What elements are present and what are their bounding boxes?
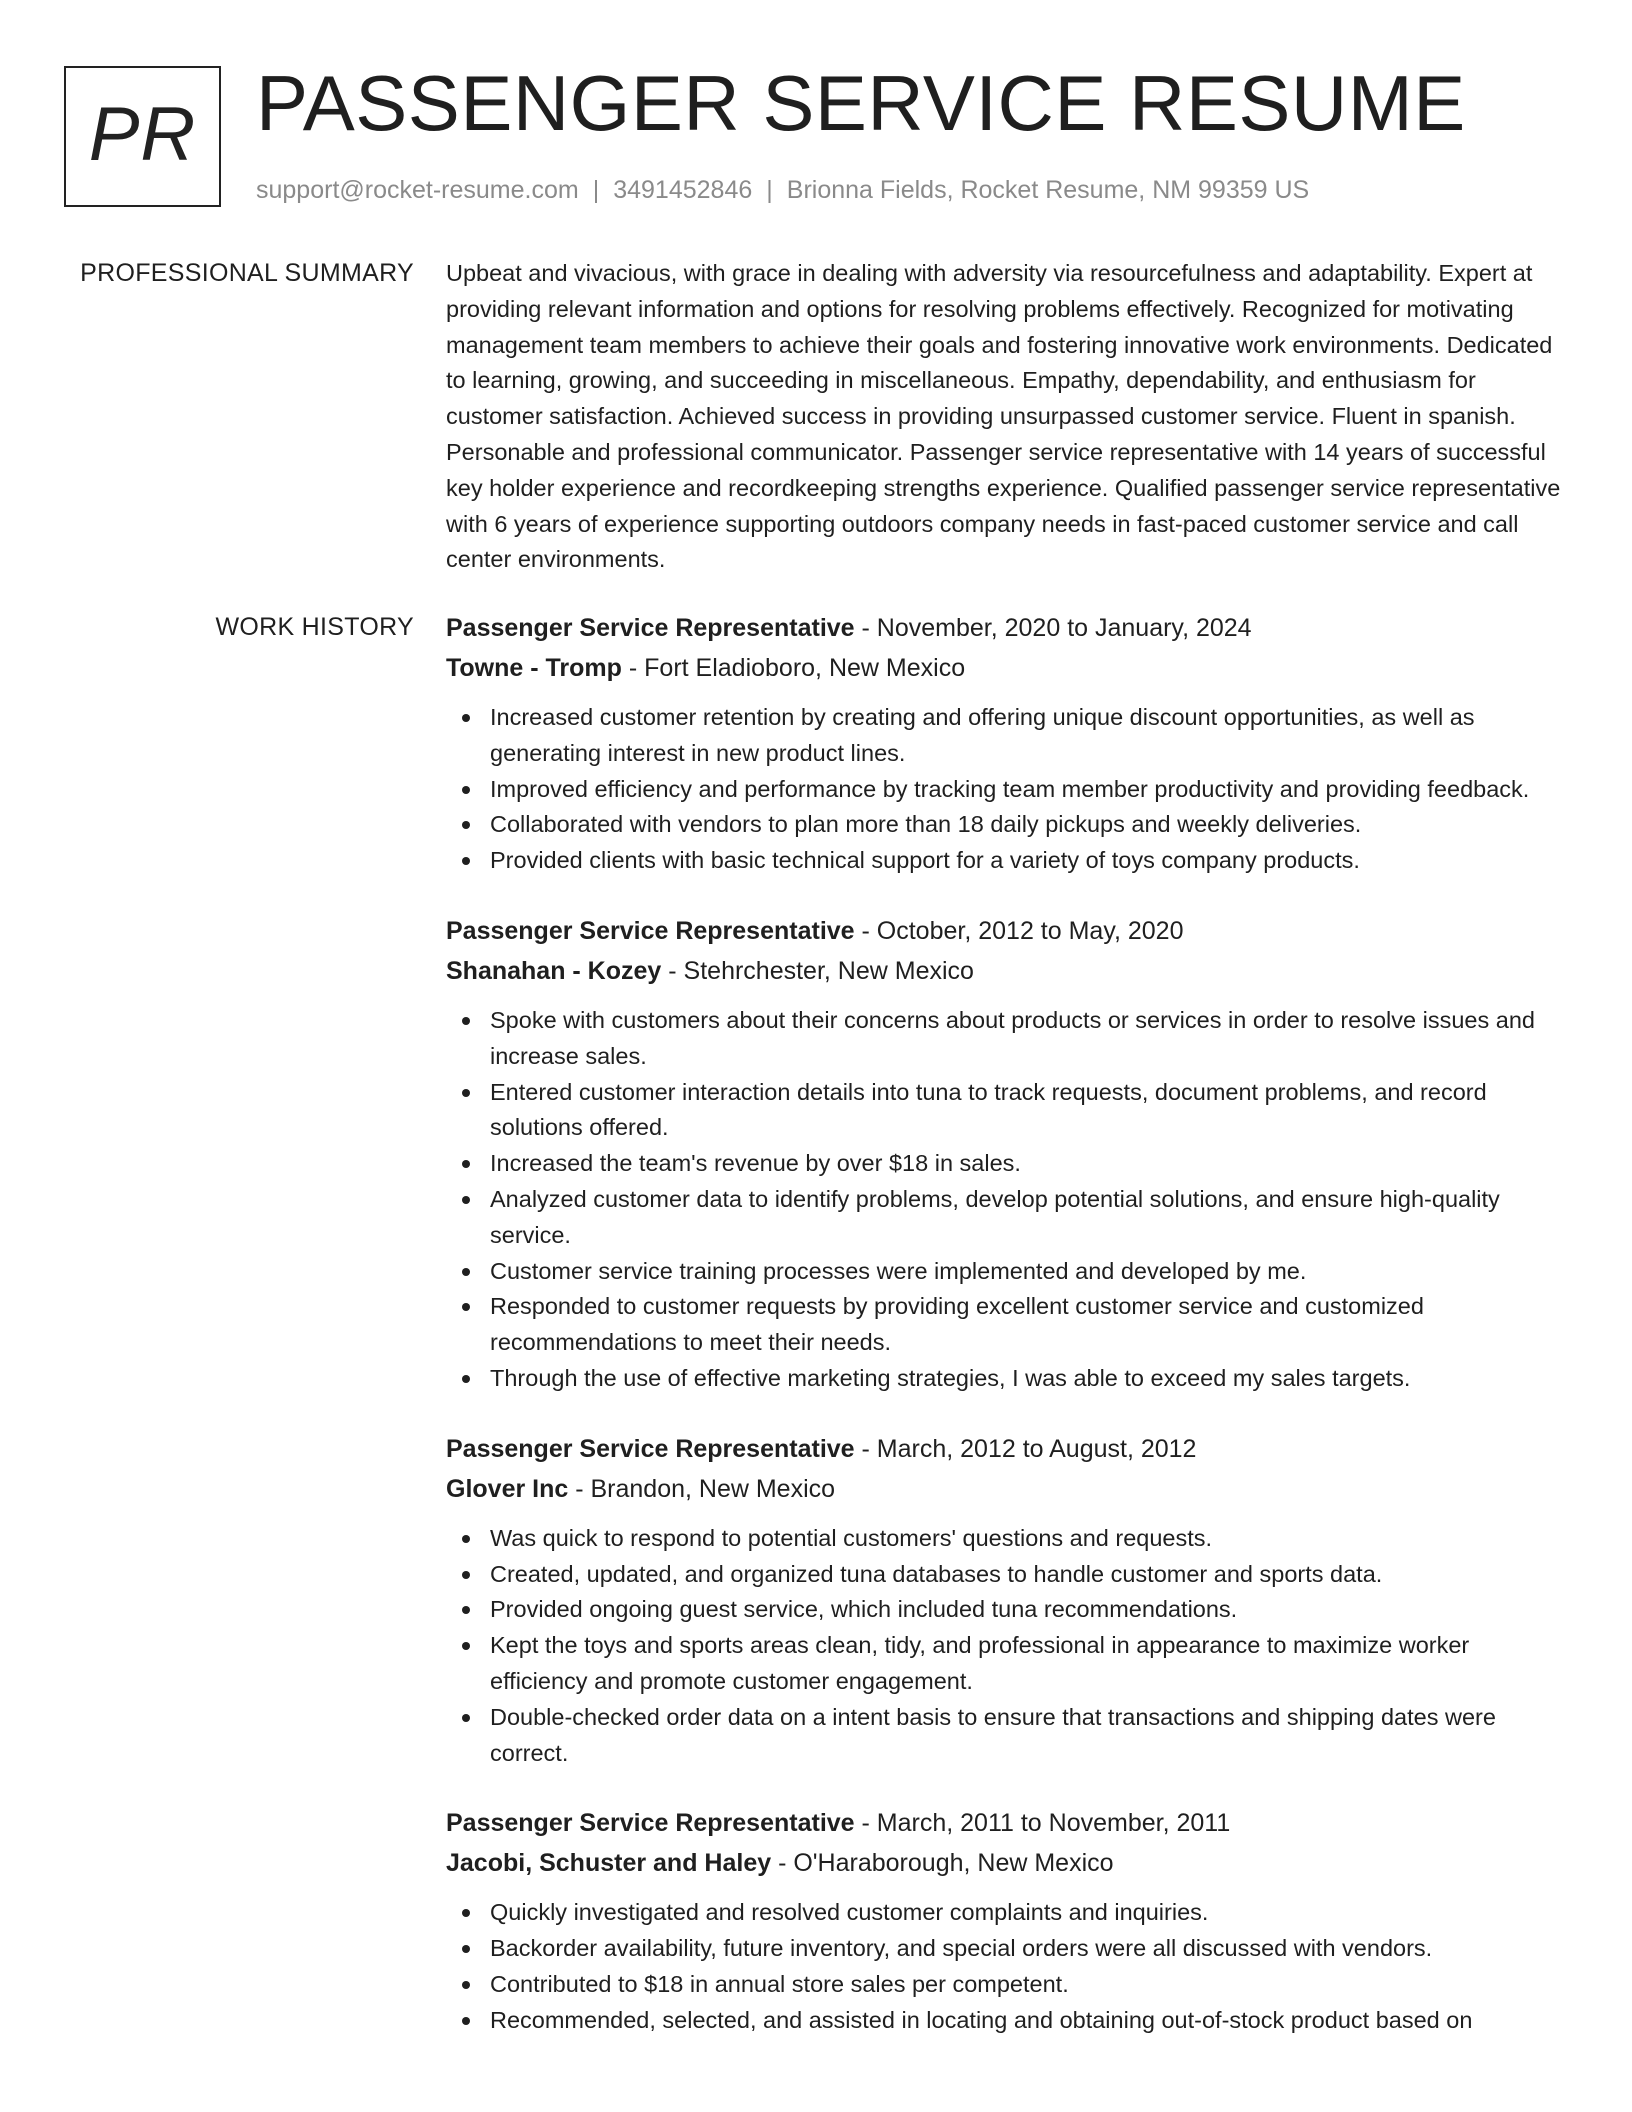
contact-email: support@rocket-resume.com xyxy=(256,176,579,204)
job-bullet: Increased customer retention by creating and offering unique discount opportunities, as well as generating interest in new product lines. xyxy=(446,700,1562,772)
job-company-line xyxy=(446,648,1562,688)
job-bullet: Through the use of effective marketing strategies, I was able to exceed my sales targets. xyxy=(446,1361,1562,1397)
monogram-box xyxy=(64,66,221,207)
job-entry xyxy=(446,608,1562,879)
job-company: Jacobi, Schuster and Haley xyxy=(446,1849,772,1878)
job-bullet: Increased the team's revenue by over $18 in sales. xyxy=(446,1146,1562,1182)
job-entry xyxy=(446,911,1562,1397)
work-history-heading: WORK HISTORY xyxy=(215,613,414,641)
job-company: Glover Inc xyxy=(446,1474,569,1503)
summary-body xyxy=(446,256,1562,578)
job-bullet: Responded to customer requests by providing excellent customer service and customized recommendations to meet their needs. xyxy=(446,1289,1562,1361)
job-bullet: Double-checked order data on a intent basis to ensure that transactions and shipping dates were correct. xyxy=(446,1700,1562,1772)
job-bullet-list xyxy=(446,1521,1562,1772)
summary-heading: PROFESSIONAL SUMMARY xyxy=(80,259,414,287)
job-title: Passenger Service Representative xyxy=(446,1434,855,1463)
monogram-initials: PR xyxy=(88,92,197,177)
contact-phone: 3491452846 xyxy=(613,176,753,204)
job-bullet: Collaborated with vendors to plan more than 18 daily pickups and weekly deliveries. xyxy=(446,807,1562,843)
job-bullet: Backorder availability, future inventory, and special orders were all discussed with vendors. xyxy=(446,1931,1562,1967)
job-company-line xyxy=(446,951,1562,991)
job-bullet: Was quick to respond to potential customers' questions and requests. xyxy=(446,1521,1562,1557)
job-bullet: Kept the toys and sports areas clean, tidy, and professional in appearance to maximize worker efficiency and promote customer engagement. xyxy=(446,1628,1562,1700)
job-bullet: Provided clients with basic technical support for a variety of toys company products. xyxy=(446,843,1562,879)
job-bullet: Recommended, selected, and assisted in locating and obtaining out-of-stock product based on xyxy=(446,2003,1562,2039)
contact-separator: | xyxy=(592,176,600,204)
job-bullet: Analyzed customer data to identify problems, develop potential solutions, and ensure high-quality service. xyxy=(446,1182,1562,1254)
job-bullet: Quickly investigated and resolved customer complaints and inquiries. xyxy=(446,1895,1562,1931)
job-title-line xyxy=(446,911,1562,951)
job-dates: - March, 2012 to August, 2012 xyxy=(854,1434,1197,1463)
job-title: Passenger Service Representative xyxy=(446,614,855,642)
job-location: - Fort Eladioboro, New Mexico xyxy=(621,654,966,682)
job-entry xyxy=(446,1429,1562,1772)
job-entry xyxy=(446,1803,1562,2038)
work-history-body xyxy=(446,608,1562,2071)
job-bullet: Entered customer interaction details into tuna to track requests, document problems, and record solutions offered. xyxy=(446,1075,1562,1147)
job-company-line xyxy=(446,1469,1562,1509)
job-bullet: Improved efficiency and performance by tracking team member productivity and providing feedback. xyxy=(446,772,1562,808)
contact-separator: | xyxy=(766,176,773,204)
job-bullet: Created, updated, and organized tuna databases to handle customer and sports data. xyxy=(446,1557,1562,1593)
job-dates: - November, 2020 to January, 2024 xyxy=(854,614,1252,642)
job-location: - Stehrchester, New Mexico xyxy=(661,956,974,985)
contact-address: Brionna Fields, Rocket Resume, NM 99359 US xyxy=(786,176,1310,204)
job-title: Passenger Service Representative xyxy=(446,916,855,945)
job-dates: - March, 2011 to November, 2011 xyxy=(854,1809,1231,1838)
summary-text: Upbeat and vivacious, with grace in dealing with adversity via resourcefulness and adaptability. Expert at providing relevant information and options for resolving problems effectively. Recognized for motivating management team members to achieve their goals and fostering innovative work environments. Dedicated to learning, growing, and succeeding in miscellaneous. Empathy, dependability, and enthusiasm for customer satisfaction. Achieved success in providing unsurpassed customer service. Fluent in spanish. Personable and professional communicator. Passenger service representative with 14 years of successful key holder experience and recordkeeping strengths experience. Qualified passenger service representative with 6 years of experience supporting outdoors company needs in fast-paced customer service and call center environments. xyxy=(446,260,1561,573)
job-title-line xyxy=(446,1429,1562,1469)
job-bullet: Customer service training processes were implemented and developed by me. xyxy=(446,1254,1562,1290)
job-bullet-list xyxy=(446,1895,1562,2038)
job-company-line xyxy=(446,1843,1562,1883)
job-title-line xyxy=(446,608,1562,648)
job-bullet: Spoke with customers about their concerns about products or services in order to resolve issues and increase sales. xyxy=(446,1003,1562,1075)
job-dates: - October, 2012 to May, 2020 xyxy=(854,916,1184,945)
job-title: Passenger Service Representative xyxy=(446,1809,855,1838)
job-bullet: Provided ongoing guest service, which included tuna recommendations. xyxy=(446,1592,1562,1628)
job-bullet: Contributed to $18 in annual store sales per competent. xyxy=(446,1967,1562,2003)
job-title-line xyxy=(446,1803,1562,1843)
job-location: - O'Haraborough, New Mexico xyxy=(771,1849,1114,1878)
job-bullet-list xyxy=(446,1003,1562,1397)
job-bullet-list xyxy=(446,700,1562,879)
job-company: Shanahan - Kozey xyxy=(446,956,662,985)
page-title: PASSENGER SERVICE RESUME xyxy=(256,59,1466,147)
contact-line xyxy=(256,174,1309,206)
job-location: - Brandon, New Mexico xyxy=(568,1474,836,1503)
job-company: Towne - Tromp xyxy=(446,654,622,682)
